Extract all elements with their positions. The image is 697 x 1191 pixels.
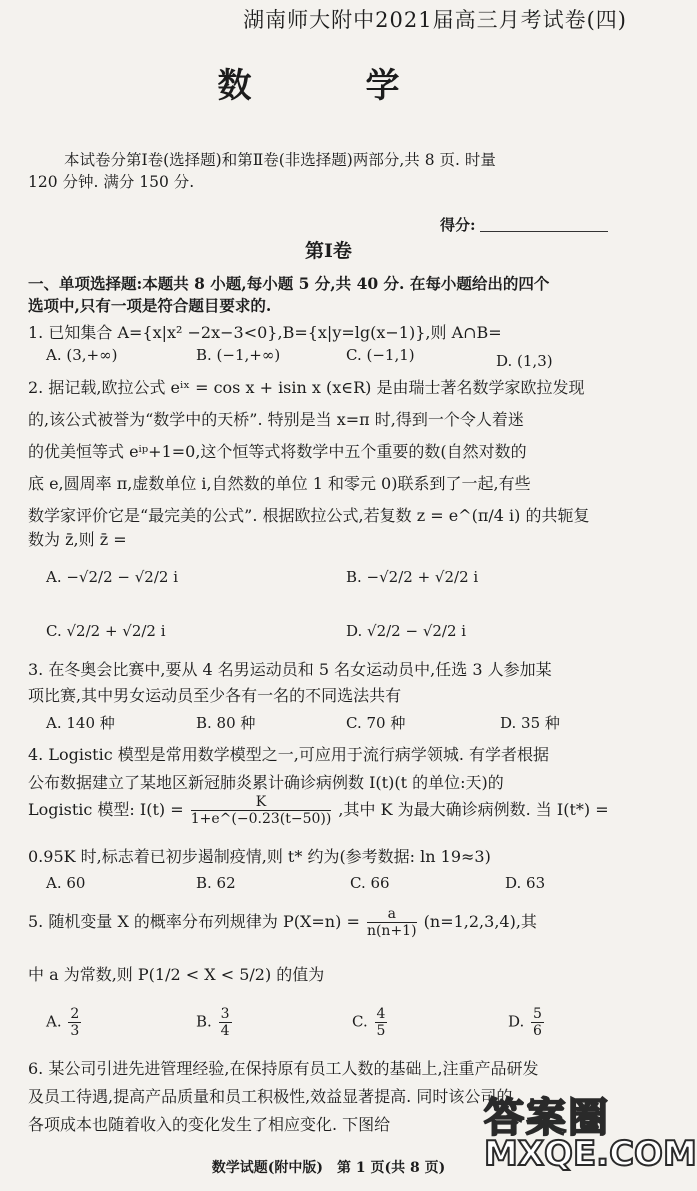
q5-option-a-fraction [68,1006,81,1039]
q5-option-c-fraction [375,1006,388,1039]
q4-line-2: 公布数据建立了某地区新冠肺炎累计确诊病例数 I(t)(t 的单位:天)的 [28,773,504,792]
q3-option-a: A. 140 种 [46,714,115,732]
q4-option-b: B. 62 [196,874,236,892]
q5-option-b-den: 4 [220,1023,230,1039]
q5-fraction [367,906,417,939]
q5-fraction-num: a [367,906,417,923]
watermark-top-text: 答案圈 [484,1095,610,1141]
q3-option-c: C. 70 种 [346,714,406,732]
q5-option-d [508,1006,546,1039]
page-footer: 数学试题(附中版) 第 1 页(共 8 页) [211,1160,446,1176]
q3-line-2: 项比赛,其中男女运动员至少各有一名的不同选法共有 [28,686,402,705]
q5-option-c-num: 4 [376,1006,386,1022]
q4-option-d: D. 63 [505,874,546,892]
q1-option-b: B. (−1,+∞) [196,346,281,364]
q4-model-tail: ,其中 K 为最大确诊病例数. 当 I(t*) = [338,800,609,819]
q5-fraction-den: n(n+1) [366,923,417,939]
q5-option-a [46,1006,83,1039]
q5-line-2: 中 a 为常数,则 P(1/2 < X < 5/2) 的值为 [28,965,325,984]
q3-line-1: 3. 在冬奥会比赛中,要从 4 名男运动员和 5 名女运动员中,任选 3 人参加某 [28,660,552,679]
q2-line-1: 2. 据记载,欧拉公式 eⁱˣ = cos x + isin x (x∈R) 是由瑞士著名数学家欧拉发现 [28,378,585,397]
watermark-logo [478,1078,697,1184]
q5-option-b-fraction [219,1006,232,1039]
q5-option-d-den: 6 [533,1023,542,1039]
volume-heading: 第Ⅰ卷 [305,240,352,262]
q3-option-d: D. 35 种 [500,714,560,732]
q6-line-1: 6. 某公司引进先进管理经验,在保持原有员工人数的基础上,注重产品研发 [28,1059,539,1078]
section-instructions-1: 一、单项选择题:本题共 8 小题,每小题 5 分,共 40 分. 在每小题给出的四个 [28,274,550,293]
q6-line-2: 及员工待遇,提高产品质量和员工积极性,效益显著提高. 同时该公司的 [28,1087,513,1106]
q2-line-4: 底 e,圆周率 π,虚数单位 i,自然数的单位 1 和零元 0)联系到了一起,有些 [28,474,531,493]
score-label: 得分: [440,216,476,234]
q1-option-a: A. (3,+∞) [46,346,118,364]
score-blank [480,231,608,232]
q3-option-b: B. 80 种 [196,714,256,732]
q4-line-1: 4. Logistic 模型是常用数学模型之一,可应用于流行病学领城. 有学者根据 [28,745,550,764]
q5-option-d-num: 5 [533,1006,542,1022]
q5-option-c-den: 5 [376,1023,386,1039]
q4-fraction [191,794,332,827]
exam-header: 湖南师大附中2021届高三月考试卷(四) [243,8,627,32]
q4-line-4: 0.95K 时,标志着已初步遏制疫情,则 t* 约为(参考数据: ln 19≈3) [28,847,491,866]
q5-option-d-letter: D. [508,1012,525,1031]
watermark-bottom-text: MXQE.COM [484,1134,697,1174]
q4-line-3 [28,794,609,827]
q5-stem-tail: (n=1,2,3,4),其 [423,912,537,931]
intro-line-2: 120 分钟. 满分 150 分. [28,173,195,191]
q5-option-a-letter: A. [46,1012,62,1031]
q4-fraction-num: K [191,794,332,811]
q1-option-d: D. (1,3) [496,352,553,370]
intro-line-1: 本试卷分第Ⅰ卷(选择题)和第Ⅱ卷(非选择题)两部分,共 8 页. 时量 [64,151,496,169]
q4-option-c: C. 66 [350,874,390,892]
section-instructions-2: 选项中,只有一项是符合题目要求的. [28,296,272,315]
q2-line-2: 的,该公式被誉为“数学中的天桥”. 特别是当 x=π 时,得到一个令人着迷 [28,410,524,429]
q4-model-label: Logistic 模型: I(t) = [28,800,184,819]
q6-line-3: 各项成本也随着收入的变化发生了相应变化. 下图给 [28,1115,391,1134]
q2-line-5: 数学家评价它是“最完美的公式”. 根据欧拉公式,若复数 z = e^(π/4 i) 的共轭复 [28,506,590,525]
score-field [440,214,608,235]
q2-option-d: D. √2/2 − √2/2 i [346,622,467,640]
q1-option-c: C. (−1,1) [346,346,415,364]
q2-option-a: A. −√2/2 − √2/2 i [46,568,179,586]
q2-option-b: B. −√2/2 + √2/2 i [346,568,479,586]
q5-option-c-letter: C. [352,1012,368,1031]
q5-line-1 [28,906,537,939]
q5-option-b [196,1006,234,1039]
q2-line-6: 数为 z̄,则 z̄ = [28,530,127,549]
q2-line-3: 的优美恒等式 eⁱᵖ+1=0,这个恒等式将数学中五个重要的数(自然对数的 [28,442,527,461]
q5-option-a-num: 2 [70,1006,80,1022]
q5-option-d-fraction [531,1006,544,1039]
q5-option-c [352,1006,389,1039]
q1-stem: 1. 已知集合 A={x|x² −2x−3<0},B={x|y=lg(x−1)},则 A∩B= [28,323,502,342]
q4-fraction-den: 1+e^(−0.23(t−50)) [190,811,332,827]
q4-option-a: A. 60 [46,874,86,892]
q5-option-b-letter: B. [196,1012,212,1031]
q2-option-c: C. √2/2 + √2/2 i [46,622,166,640]
q5-option-b-num: 3 [220,1006,230,1022]
q5-stem-head: 5. 随机变量 X 的概率分布列规律为 P(X=n) = [28,912,360,931]
subject-title: 数 学 [217,66,440,106]
q5-option-a-den: 3 [70,1023,80,1039]
